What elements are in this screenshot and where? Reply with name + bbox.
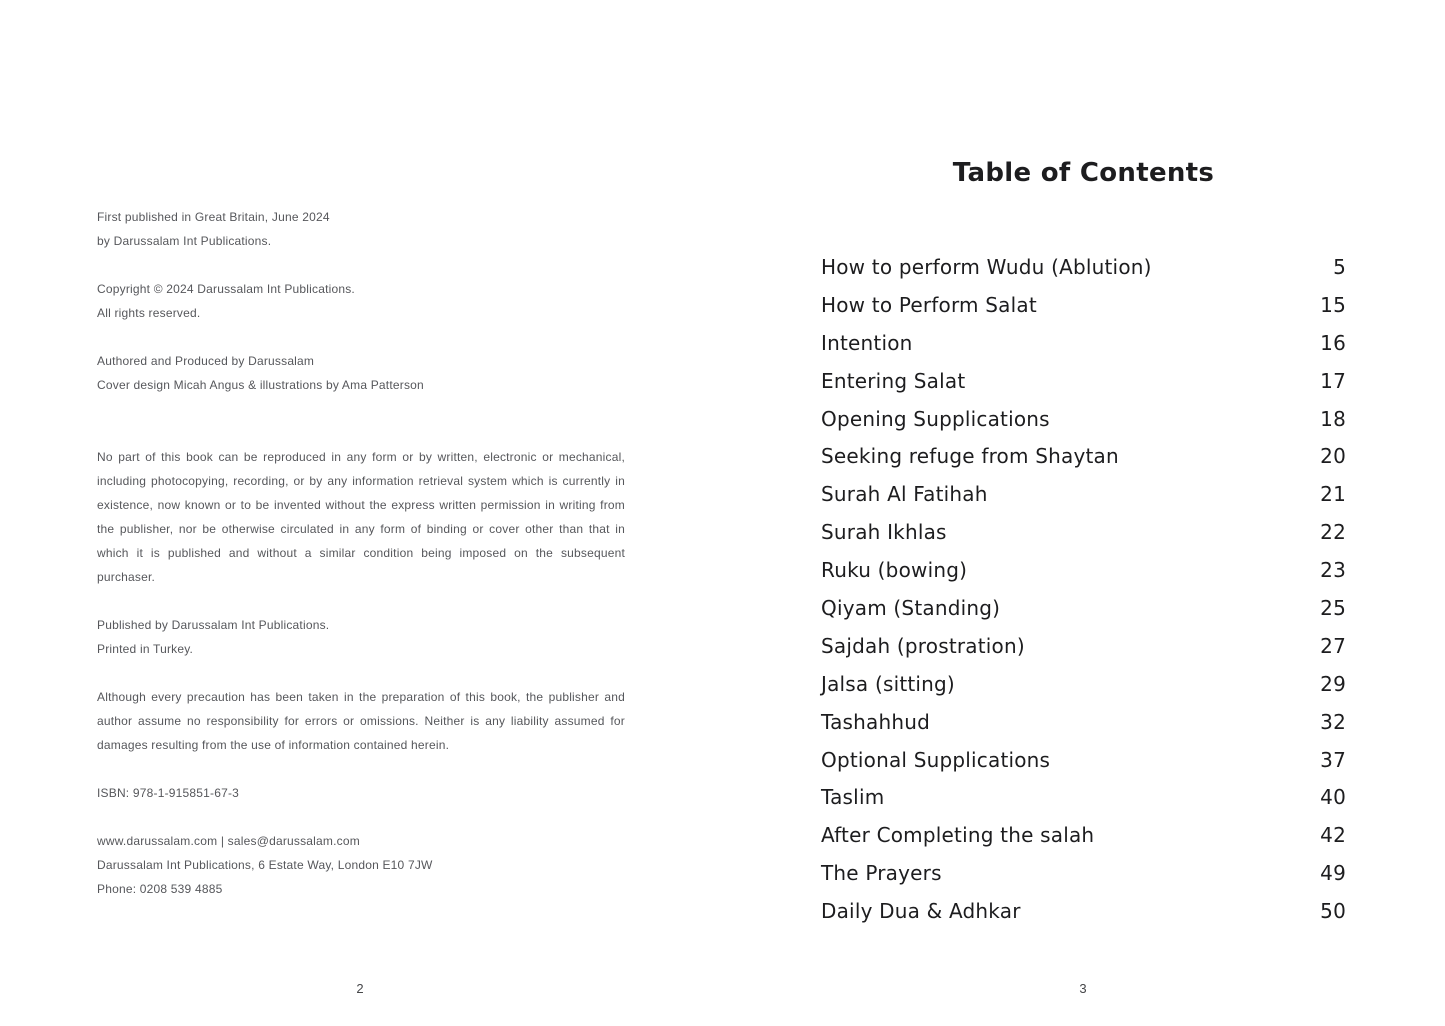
- toc-entry-label: Daily Dua & Adhkar: [821, 899, 1021, 924]
- contact-line: Phone: 0208 539 4885: [97, 882, 223, 896]
- isbn-line: ISBN: 978-1-915851-67-3: [97, 786, 240, 800]
- toc-entry-label: Ruku (bowing): [821, 558, 968, 583]
- toc-entry-page-number: 50: [1320, 899, 1346, 924]
- toc-entry-page-number: 29: [1320, 671, 1346, 696]
- toc-entry-label: How to Perform Salat: [821, 292, 1037, 317]
- toc-entry-page-number: 25: [1320, 595, 1346, 620]
- toc-entry-page-number: 21: [1320, 482, 1346, 507]
- disclaimer: [97, 685, 625, 757]
- left-page-number: 2: [356, 981, 364, 996]
- toc-list: [821, 248, 1346, 930]
- copyright-line: All rights reserved.: [97, 306, 201, 320]
- toc-entry-label: Seeking refuge from Shaytan: [821, 444, 1119, 469]
- credits-line: Cover design Micah Angus & illustrations by Ama Patterson: [97, 378, 424, 392]
- toc-entry-label: How to perform Wudu (Ablution): [821, 254, 1152, 279]
- toc-entry-label: Intention: [821, 330, 913, 355]
- toc-entry-label: Opening Supplications: [821, 406, 1050, 431]
- toc-entry-page-number: 42: [1320, 823, 1346, 848]
- toc-entry: [821, 627, 1346, 665]
- credits-line: Authored and Produced by Darussalam: [97, 354, 315, 368]
- toc-entry: [821, 286, 1346, 324]
- toc-entry-page-number: 22: [1320, 520, 1346, 545]
- rights-notice: [97, 445, 625, 589]
- toc-entry-page-number: 16: [1320, 330, 1346, 355]
- toc-entry-label: Jalsa (sitting): [821, 671, 955, 696]
- page-title: Table of Contents: [952, 158, 1215, 189]
- toc-entry: [821, 589, 1346, 627]
- toc-entry-label: Surah Al Fatihah: [821, 482, 988, 507]
- disclaimer-paragraph: Although every precaution has been taken in the preparation of this book, the publisher and author assume no responsibility for errors or omissions. Neither is any liability assumed for damages resulting from the use of information contained herein.: [97, 690, 625, 752]
- publish-line: by Darussalam Int Publications.: [97, 234, 272, 248]
- publish-info: [97, 205, 625, 253]
- publisher-info: [97, 613, 625, 661]
- toc-entry-page-number: 17: [1320, 368, 1346, 393]
- toc-entry-label: Optional Supplications: [821, 747, 1051, 772]
- contact-line: www.darussalam.com | sales@darussalam.com: [97, 834, 360, 848]
- toc-entry-page-number: 23: [1320, 558, 1346, 583]
- toc-entry: [821, 475, 1346, 513]
- toc-entry-page-number: 18: [1320, 406, 1346, 431]
- isbn-info: [97, 781, 625, 805]
- publisher-line: Printed in Turkey.: [97, 642, 194, 656]
- toc-entry-label: Sajdah (prostration): [821, 633, 1025, 658]
- toc-entry: [821, 324, 1346, 362]
- copyright-line: Copyright © 2024 Darussalam Int Publications.: [97, 282, 355, 296]
- toc-entry: [821, 741, 1346, 779]
- copyright-info: [97, 277, 625, 325]
- contact-info: [97, 829, 625, 901]
- toc-entry-page-number: 15: [1320, 292, 1346, 317]
- right-page-number: 3: [1079, 981, 1087, 996]
- toc-entry-label: Taslim: [821, 785, 885, 810]
- toc-entry-label: After Completing the salah: [821, 823, 1095, 848]
- toc-entry: [821, 400, 1346, 438]
- toc-entry: [821, 437, 1346, 475]
- toc-entry: [821, 665, 1346, 703]
- toc-entry-page-number: 40: [1320, 785, 1346, 810]
- toc-entry-label: Entering Salat: [821, 368, 966, 393]
- toc-entry: [821, 854, 1346, 892]
- toc-entry-label: Qiyam (Standing): [821, 595, 1001, 620]
- publish-line: First published in Great Britain, June 2024: [97, 210, 330, 224]
- toc-entry-page-number: 49: [1320, 861, 1346, 886]
- toc-entry: [821, 892, 1346, 930]
- toc-entry: [821, 778, 1346, 816]
- toc-entry-label: Tashahhud: [821, 709, 931, 734]
- toc-entry: [821, 362, 1346, 400]
- toc-entry-page-number: 32: [1320, 709, 1346, 734]
- toc-entry-label: The Prayers: [821, 861, 942, 886]
- toc-entry-page-number: 20: [1320, 444, 1346, 469]
- toc-entry: [821, 703, 1346, 741]
- toc-entry-label: Surah Ikhlas: [821, 520, 947, 545]
- toc-entry-page-number: 5: [1333, 254, 1346, 279]
- toc-entry-page-number: 37: [1320, 747, 1346, 772]
- toc-entry: [821, 248, 1346, 286]
- copyright-page: [97, 205, 625, 901]
- toc-entry: [821, 513, 1346, 551]
- toc-entry-page-number: 27: [1320, 633, 1346, 658]
- publisher-line: Published by Darussalam Int Publications.: [97, 618, 330, 632]
- rights-paragraph: No part of this book can be reproduced in any form or by written, electronic or mechanical, including photocopying, recording, or by any information retrieval system which is currently in existence, now known or to be invented without the express written permission in writing from the publisher, nor be otherwise circulated in any form of binding or cover other than that in which it is published and without a similar condition being imposed on the subsequent purchaser.: [97, 450, 625, 584]
- toc-entry: [821, 551, 1346, 589]
- toc-entry: [821, 816, 1346, 854]
- contact-line: Darussalam Int Publications, 6 Estate Way, London E10 7JW: [97, 858, 433, 872]
- credits-info: [97, 349, 625, 397]
